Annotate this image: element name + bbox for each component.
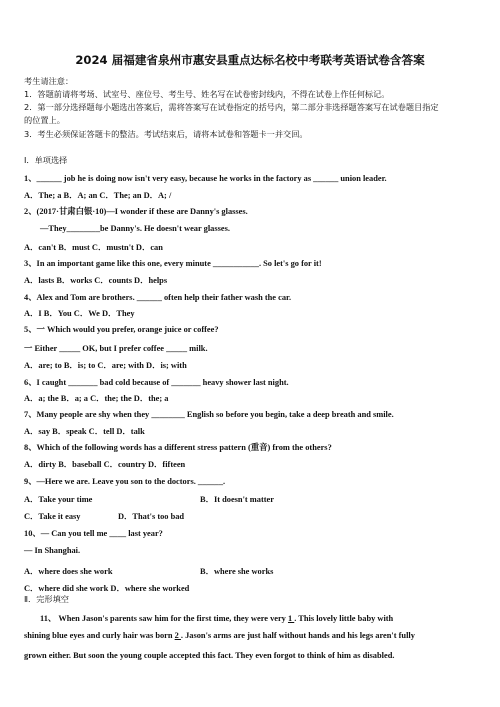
question-1-options: A．The; a B．A; an C．The; an D．A; / [24,191,172,200]
question-3-stem: 3、In an important game like this one, every minute ___________. So let's go for it! [24,259,322,268]
question-6-stem: 6、I caught _______ bad cold because of _______ heavy shower last night. [24,378,289,387]
question-5-stem: 5、一 Which would you prefer, orange juice or coffee? [24,325,219,334]
question-4-options: A．I B．You C．We D．They [24,309,135,318]
question-9-option-c: C．Take it easy [24,512,81,521]
notice-item-1: 1．答题前请将考场、试室号、座位号、考生号、姓名写在试卷密封线内，不得在试卷上作任何标记。 [24,89,390,99]
question-10-options-cd: C．where did she work D．where she worked [24,584,190,593]
passage-blank-2: 2 [174,631,181,640]
question-1-stem: 1、______ job he is doing now isn't very easy, because he works in the factory as ______ union leader. [24,174,387,183]
notice-item-2-cont: 的位置上。 [24,115,65,125]
question-8-stem: 8、Which of the following words has a different stress pattern (重音) from the others? [24,443,332,452]
question-7-stem: 7、Many people are shy when they ________ English so before you begin, take a deep breath and smile. [24,410,394,419]
question-5-options: A．are; to B．is; to C．are; with D．is; with [24,361,187,370]
question-10-stem: 10、— Can you tell me ____ last year? [24,529,163,538]
question-8-options: A．dirty B．baseball C．country D．fifteen [24,460,186,469]
section-heading-1: Ⅰ．单项选择 [24,155,68,165]
question-9-option-b: B．It doesn't matter [200,495,274,504]
question-5-stem-2: 一 Either _____ OK, but I prefer coffee _____ milk. [24,344,208,353]
question-3-options: A．lasts B．works C．counts D．helps [24,276,168,285]
notice-item-3: 3．考生必须保证答题卡的整洁。考试结束后，请将本试卷和答题卡一并交回。 [24,129,308,139]
passage-line-1-text: 11、 When Jason's parents saw him for the first time, they were very [40,614,288,623]
notice-item-2: 2．第一部分选择题每小题选出答案后，需将答案写在试卷指定的括号内，第二部分非选择题答案写在试卷题目指定 [24,102,439,112]
passage-line-2-text-end: . Jason's arms are just half without hands and his legs aren't fully [180,631,415,640]
question-10-option-b: B．where she works [200,567,274,576]
question-4-stem: 4、Alex and Tom are brothers. ______ often help their father wash the car. [24,293,292,302]
section-heading-2: Ⅱ．完形填空 [24,594,69,604]
question-9-option-a: A．Take your time [24,495,93,504]
question-6-options: A．a; the B．a; a C．the; the D．the; a [24,394,169,403]
passage-line-2-text: shining blue eyes and curly hair was born [24,631,175,640]
question-10-answer: — In Shanghai. [24,546,81,555]
question-2-stem-2: —They________be Danny's. He doesn't wear glasses. [40,224,230,233]
notice-heading: 考生请注意： [24,76,74,86]
passage-line-1-text-end: . This lovely little baby with [294,614,394,623]
question-9-stem: 9、—Here we are. Leave you son to the doctors. ______. [24,477,226,486]
question-2-stem: 2、(2017·甘肃白银·10)—I wonder if these are Danny's glasses. [24,207,248,216]
passage-line-1 [40,612,393,624]
question-7-options: A．say B．speak C．tell D．talk [24,427,145,436]
question-9-option-d: D．That's too bad [118,512,185,521]
passage-blank-1: 1 [287,614,295,623]
question-10-option-a: A．where does she work [24,567,113,576]
question-2-options: A．can't B．must C．mustn't D．can [24,243,163,252]
passage-line-3: grown either. But soon the young couple accepted this fact. They even forgot to think of him as disabled. [24,651,395,660]
passage-line-2 [24,631,415,640]
page-title: 2024 届福建省泉州市惠安县重点达标名校中考联考英语试卷含答案 [75,53,425,67]
